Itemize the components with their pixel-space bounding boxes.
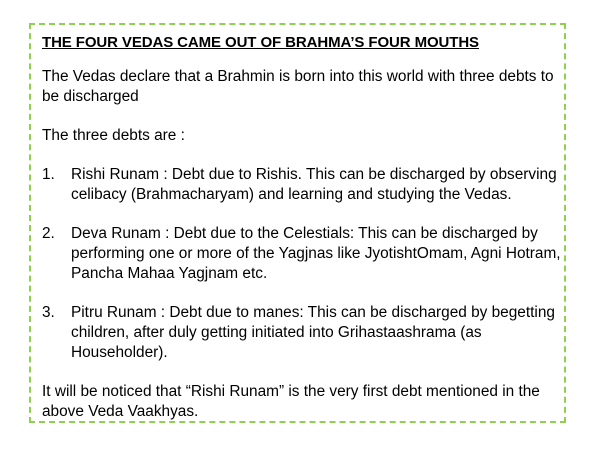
list-item-number: 1. — [42, 166, 55, 183]
list-item-deva-runam — [42, 224, 562, 284]
document-title: THE FOUR VEDAS CAME OUT OF BRAHMA’S FOUR MOUTHS — [42, 34, 479, 51]
debts-list — [42, 165, 562, 363]
list-item-text: Rishi Runam : Debt due to Rishis. This can be discharged by observing celibacy (Brahmacharyam) and learning and studying the Vedas. — [71, 166, 557, 203]
conclusion-paragraph: It will be noticed that “Rishi Runam” is the very first debt mentioned in the above Veda Vaakhyas. — [42, 383, 540, 420]
list-item-number: 3. — [42, 304, 55, 321]
list-item-pitru-runam — [42, 303, 562, 363]
list-heading: The three debts are : — [42, 127, 185, 144]
list-item-number: 2. — [42, 225, 55, 242]
document-body — [42, 33, 562, 441]
list-item-text: Pitru Runam : Debt due to manes: This can be discharged by begetting children, after duly getting initiated into Grihastaashrama (as Householder). — [71, 304, 555, 361]
list-item-rishi-runam — [42, 165, 562, 205]
intro-paragraph: The Vedas declare that a Brahmin is born into this world with three debts to be discharged — [42, 68, 554, 105]
list-item-text: Deva Runam : Debt due to the Celestials: This can be discharged by performing one or more of the Yagjnas like JyotishtOmam, Agni Hotram, Pancha Mahaa Yagjnam etc. — [71, 225, 561, 282]
